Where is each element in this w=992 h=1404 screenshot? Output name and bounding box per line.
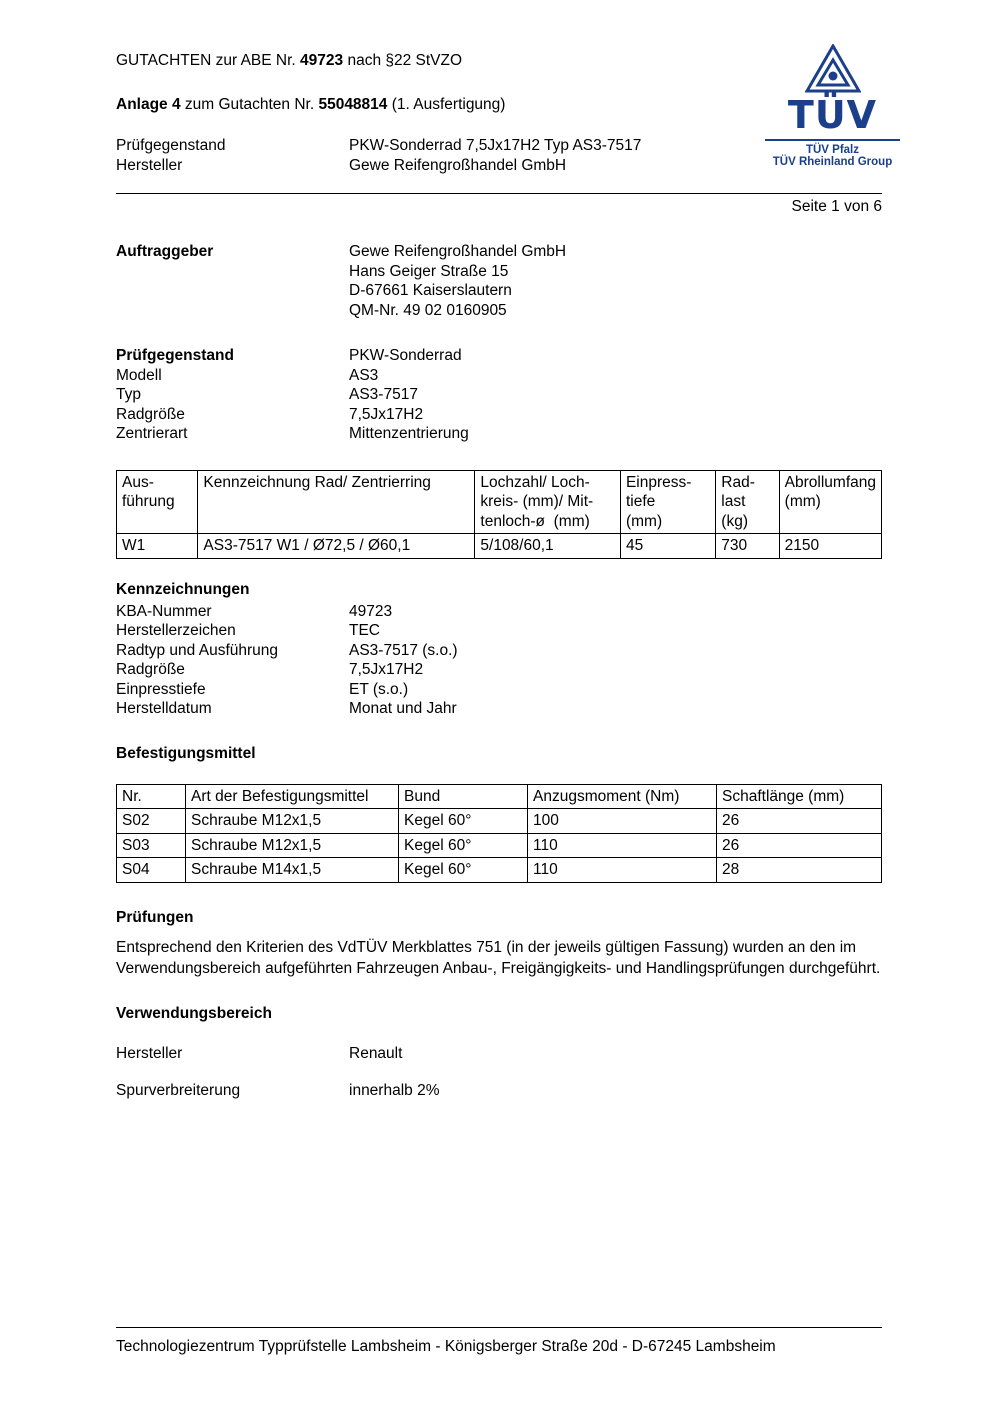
bef-cell-schaft-0: 26 (717, 809, 882, 834)
verwendungsbereich-block (116, 1005, 882, 1101)
kennzeichnungen-row-2 (116, 641, 882, 661)
header-pruefgegenstand-label: Prüfgegenstand (116, 137, 226, 154)
title-abe-number: 49723 (300, 52, 344, 69)
auftraggeber-line-0: Gewe Reifengroßhandel GmbH (349, 243, 567, 260)
kennzeichnungen-title: Kennzeichnungen (116, 580, 250, 598)
page-footer (116, 1327, 882, 1356)
auftraggeber-spacer-1 (116, 262, 349, 282)
kennzeichnungen-value-3: 7,5Jx17H2 (349, 661, 424, 678)
verwendungsbereich-row-1 (116, 1081, 882, 1101)
bef-cell-nr-1: S03 (117, 833, 186, 858)
pruefgegenstand-label: Prüfgegenstand (116, 347, 234, 364)
bef-cell-nr-0: S02 (117, 809, 186, 834)
pruefgegenstand-value-3: Mittenzentrierung (349, 425, 469, 442)
kennzeichnungen-key-3: Radgröße (116, 661, 185, 678)
tuv-sub-line-1: TÜV Pfalz (765, 139, 900, 156)
kennzeichnungen-key-4: Einpresstiefe (116, 680, 206, 698)
bef-cell-art-2: Schraube M14x1,5 (186, 858, 399, 883)
pruefgegenstand-row-3 (116, 424, 882, 444)
bef-col-nr: Nr. (117, 784, 186, 809)
wheel-cell-radlast: 730 (716, 534, 779, 559)
auftraggeber-line-1: Hans Geiger Straße 15 (349, 262, 509, 280)
bef-col-anzugsmoment: Anzugsmoment (Nm) (528, 784, 717, 809)
bef-cell-art-0: Schraube M12x1,5 (186, 809, 399, 834)
title-suffix: nach §22 StVZO (343, 52, 463, 69)
auftraggeber-row-1 (116, 262, 882, 282)
bef-cell-art-1: Schraube M12x1,5 (186, 833, 399, 858)
auftraggeber-row-2 (116, 281, 882, 301)
pruefungen-block (116, 909, 882, 979)
wheel-col-einpresstiefe: Einpress- tiefe (mm) (620, 470, 715, 534)
kennzeichnungen-row-1 (116, 621, 882, 641)
kennzeichnungen-block (116, 581, 882, 719)
anlage-gutachten-number: 55048814 (318, 96, 388, 113)
kennzeichnungen-key-2: Radtyp und Ausführung (116, 641, 279, 659)
auftraggeber-line-2: D-67661 Kaiserslautern (349, 282, 512, 299)
bef-cell-bund-2: Kegel 60° (399, 858, 528, 883)
pruefgegenstand-value-0: AS3 (349, 366, 379, 384)
auftraggeber-line-3: QM-Nr. 49 02 0160905 (349, 301, 507, 319)
kennzeichnungen-key-5: Herstelldatum (116, 700, 212, 717)
verwendungsbereich-key-1: Spurverbreiterung (116, 1082, 241, 1099)
pruefungen-text: Entsprechend den Kriterien des VdTÜV Merkblattes 751 (in der jeweils gültigen Fassung) wurden an den im Verwendungsbereich aufgeführten Fahrzeugen Anbau-, Freigängigkeits- und Handlingsprüfungen durchgeführt. (116, 938, 881, 977)
pruefgegenstand-block (116, 346, 882, 444)
header-hersteller-label: Hersteller (116, 156, 183, 174)
verwendungsbereich-title: Verwendungsbereich (116, 1004, 272, 1022)
anlage-suffix: (1. Ausfertigung) (387, 96, 506, 113)
befestigungsmittel-title: Befestigungsmittel (116, 744, 256, 762)
wheel-cell-lochzahl: 5/108/60,1 (475, 534, 621, 559)
pruefgegenstand-row-2 (116, 405, 882, 425)
bef-cell-anzug-2: 110 (528, 858, 717, 883)
title-prefix: GUTACHTEN zur ABE Nr. (116, 52, 301, 69)
verwendungsbereich-key-0: Hersteller (116, 1044, 183, 1062)
header-pruefgegenstand-value: PKW-Sonderrad 7,5Jx17H2 Typ AS3-7517 (349, 137, 642, 154)
befestigungsmittel-table (116, 784, 882, 883)
kennzeichnungen-value-2: AS3-7517 (s.o.) (349, 641, 458, 659)
bef-cell-bund-1: Kegel 60° (399, 833, 528, 858)
kennzeichnungen-value-1: TEC (349, 622, 380, 639)
pruefgegenstand-value-2: 7,5Jx17H2 (349, 405, 424, 423)
header-hersteller-value: Gewe Reifengroßhandel GmbH (349, 156, 567, 174)
wheel-cell-ausfuehrung: W1 (117, 534, 198, 559)
wheel-col-kennzeichnung: Kennzeichnung Rad/ Zentrierring (198, 470, 475, 534)
kennzeichnungen-row-0 (116, 602, 882, 622)
bef-col-art: Art der Befestigungsmittel (186, 784, 399, 809)
pruefgegenstand-key-0: Modell (116, 366, 162, 384)
anlage-mid: zum Gutachten Nr. (180, 96, 319, 113)
kennzeichnungen-row-3 (116, 660, 882, 680)
tuv-triangle-icon (805, 44, 861, 94)
page-indicator: Seite 1 von 6 (791, 198, 882, 215)
pruefgegenstand-row-1 (116, 385, 882, 405)
table-row (117, 534, 882, 559)
tuv-sub-line-2: TÜV Rheinland Group (772, 156, 893, 168)
wheel-cell-abrollumfang: 2150 (779, 534, 881, 559)
wheel-col-lochzahl: Lochzahl/ Loch- kreis- (mm)/ Mit- tenloch-ø (mm) (475, 470, 621, 534)
wheel-cell-einpresstiefe: 45 (620, 534, 715, 559)
bef-cell-bund-0: Kegel 60° (399, 809, 528, 834)
pruefgegenstand-row-0 (116, 366, 882, 386)
pruefgegenstand-value-1: AS3-7517 (349, 386, 418, 403)
wheel-col-abrollumfang: Abrollumfang (mm) (779, 470, 881, 534)
pruefungen-title: Prüfungen (116, 908, 194, 926)
verwendungsbereich-row-0 (116, 1044, 882, 1064)
auftraggeber-row-3 (116, 301, 882, 321)
befestigungsmittel-header-row (117, 784, 882, 809)
tuv-logo (765, 44, 900, 168)
kennzeichnungen-row-5 (116, 699, 882, 719)
wheel-col-radlast: Rad- last (kg) (716, 470, 779, 534)
table-row (117, 858, 882, 883)
verwendungsbereich-value-0: Renault (349, 1044, 403, 1062)
kennzeichnungen-value-5: Monat und Jahr (349, 700, 457, 717)
pruefgegenstand-key-3: Zentrierart (116, 425, 188, 442)
kennzeichnungen-row-4 (116, 680, 882, 700)
pruefgegenstand-row-main (116, 346, 882, 366)
footer-divider (116, 1327, 882, 1328)
kennzeichnungen-key-0: KBA-Nummer (116, 602, 212, 620)
table-row (117, 809, 882, 834)
kennzeichnungen-value-4: ET (s.o.) (349, 680, 409, 698)
auftraggeber-label: Auftraggeber (116, 243, 214, 260)
table-row (117, 833, 882, 858)
header-divider (116, 193, 882, 194)
anlage-label: Anlage 4 (116, 96, 181, 113)
bef-cell-anzug-0: 100 (528, 809, 717, 834)
bef-cell-schaft-1: 26 (717, 833, 882, 858)
pruefgegenstand-key-2: Radgröße (116, 405, 185, 423)
verwendungsbereich-value-1: innerhalb 2% (349, 1082, 440, 1099)
bef-col-schaftlaenge: Schaftlänge (mm) (717, 784, 882, 809)
kennzeichnungen-key-1: Herstellerzeichen (116, 622, 236, 639)
footer-text: Technologiezentrum Typprüfstelle Lambsheim - Königsberger Straße 20d - D-67245 Lambsheim (116, 1338, 776, 1355)
auftraggeber-block (116, 242, 882, 320)
auftraggeber-spacer-2 (116, 281, 349, 301)
pruefgegenstand-value: PKW-Sonderrad (349, 347, 462, 364)
wheel-col-ausfuehrung: Aus- führung (117, 470, 198, 534)
wheel-table-wrapper (116, 470, 882, 559)
wheel-table (116, 470, 882, 559)
pruefgegenstand-key-1: Typ (116, 386, 141, 403)
bef-cell-schaft-2: 28 (717, 858, 882, 883)
befestigungsmittel-block (116, 745, 882, 883)
auftraggeber-spacer-3 (116, 301, 349, 321)
tuv-wordmark: TÜV (787, 93, 878, 137)
bef-col-bund: Bund (399, 784, 528, 809)
auftraggeber-row-0 (116, 242, 882, 262)
wheel-table-header-row (117, 470, 882, 534)
kennzeichnungen-value-0: 49723 (349, 602, 393, 620)
bef-cell-anzug-1: 110 (528, 833, 717, 858)
bef-cell-nr-2: S04 (117, 858, 186, 883)
wheel-cell-kennzeichnung: AS3-7517 W1 / Ø72,5 / Ø60,1 (198, 534, 475, 559)
